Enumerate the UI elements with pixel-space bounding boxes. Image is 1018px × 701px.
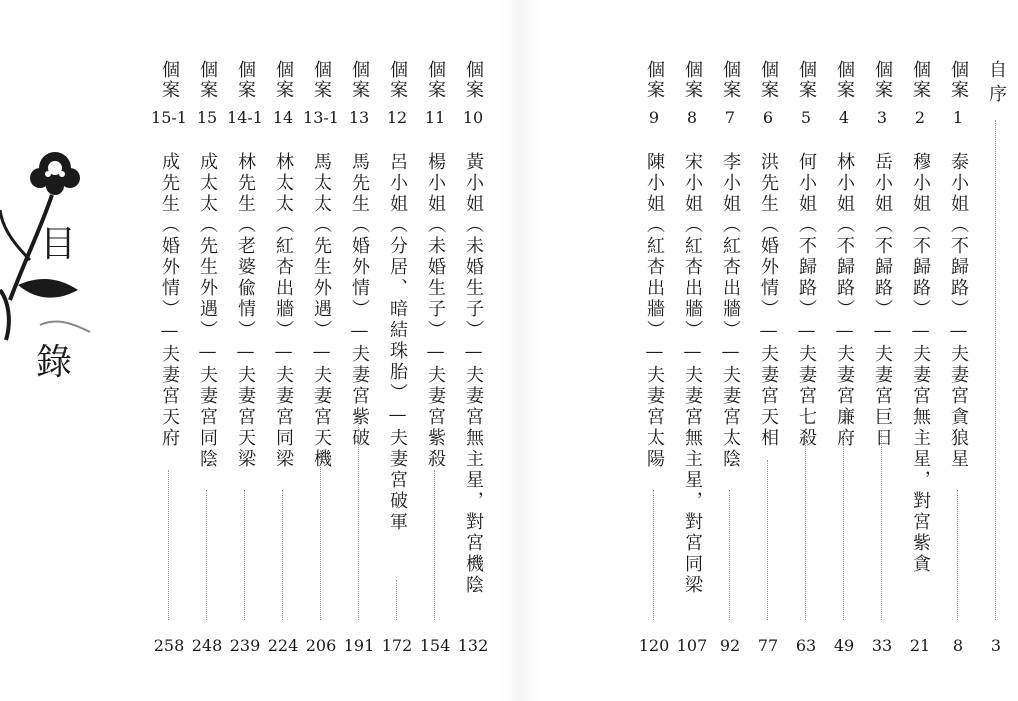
dot-leader [320, 450, 321, 620]
page-number: 248 [191, 636, 223, 655]
toc-entry-14[interactable]: 個案 14 林太太（紅杏出牆）—夫妻宮同梁 224 [265, 60, 301, 660]
entry-title: 林太太（紅杏出牆）—夫妻宮同梁 [273, 152, 294, 470]
page-number: 172 [381, 636, 413, 655]
page-number: 49 [833, 636, 855, 655]
dot-leader [396, 580, 397, 620]
entry-title: 洪先生（婚外情）—夫妻宮天相 [758, 152, 779, 449]
toc-entry-6[interactable]: 個案 6 洪先生（婚外情）—夫妻宮天相 77 [750, 60, 786, 660]
entry-title: 李小姐（紅杏出牆）—夫妻宮太陰 [720, 152, 741, 470]
page-number: 21 [909, 636, 931, 655]
page-number: 224 [267, 636, 299, 655]
page-number: 206 [305, 636, 337, 655]
toc-entry-2[interactable]: 個案 2 穆小姐（不歸路）—夫妻宮無主星，對宮紫貪 21 [902, 60, 938, 660]
dot-leader [282, 490, 283, 620]
toc-entry-3[interactable]: 個案 3 岳小姐（不歸路）—夫妻宮巨日 33 [864, 60, 900, 660]
page-number: 258 [153, 636, 185, 655]
entry-title: 黃小姐（未婚生子）—夫妻宮無主星，對宮機陰 [463, 152, 484, 596]
page-number: 3 [990, 636, 1002, 655]
page-number: 63 [795, 636, 817, 655]
toc-entry-9[interactable]: 個案 9 陳小姐（紅杏出牆）—夫妻宮太陽 120 [636, 60, 672, 660]
toc-entry-8[interactable]: 個案 8 宋小姐（紅杏出牆）—夫妻宮無主星，對宮同梁 107 [674, 60, 710, 660]
dot-leader [653, 490, 654, 620]
page-number: 33 [871, 636, 893, 655]
toc-entry-15[interactable]: 個案 15 成太太（先生外遇）—夫妻宮同陰 248 [189, 60, 225, 660]
toc-entry-12[interactable]: 個案 12 呂小姐（分居、暗結珠胎）—夫妻宮破軍 172 [379, 60, 415, 660]
page-number: 154 [419, 636, 451, 655]
dot-leader [805, 430, 806, 620]
dot-leader [881, 430, 882, 620]
entry-title: 成太太（先生外遇）—夫妻宮同陰 [197, 152, 218, 470]
toc-entry-5[interactable]: 個案 5 何小姐（不歸路）—夫妻宮七殺 63 [788, 60, 824, 660]
entry-title: 馬太太（先生外遇）—夫妻宮天機 [311, 152, 332, 470]
entry-title: 宋小姐（紅杏出牆）—夫妻宮無主星，對宮同梁 [682, 152, 703, 596]
page-number: 107 [676, 636, 708, 655]
page-number: 8 [952, 636, 964, 655]
toc-entry-10[interactable]: 個案 10 黃小姐（未婚生子）—夫妻宮無主星，對宮機陰 132 [455, 60, 491, 660]
toc-entry-1[interactable]: 個案 1 泰小姐（不歸路）—夫妻宮貪狼星 8 [940, 60, 976, 660]
entry-title: 楊小姐（未婚生子）—夫妻宮紫殺 [425, 152, 446, 470]
toc-entry-4[interactable]: 個案 4 林小姐（不歸路）—夫妻宮廉府 49 [826, 60, 862, 660]
toc-entry-13-1[interactable]: 個案 13-1 馬太太（先生外遇）—夫妻宮天機 206 [303, 60, 339, 660]
toc-heading-lu: 錄 [36, 342, 73, 383]
entry-title: 林小姐（不歸路）—夫妻宮廉府 [834, 152, 855, 449]
dot-leader [957, 490, 958, 620]
entry-title: 成先生（婚外情）—夫妻宮天府 [159, 152, 180, 449]
toc-entry-preface[interactable] [978, 60, 1014, 660]
toc-heading-mu: 目 [40, 224, 77, 265]
toc-entry-7[interactable]: 個案 7 李小姐（紅杏出牆）—夫妻宮太陰 92 [712, 60, 748, 660]
entry-title: 馬先生（婚外情）—夫妻宮紫破 [349, 152, 370, 449]
page-number: 120 [638, 636, 670, 655]
page-number: 239 [229, 636, 261, 655]
toc-entry-14-1[interactable]: 個案 14-1 林先生（老婆偸情）—夫妻宮天梁 239 [227, 60, 263, 660]
entry-title: 泰小姐（不歸路）—夫妻宮貪狼星 [948, 152, 969, 470]
book-gutter [500, 0, 540, 701]
dot-leader [168, 470, 169, 620]
page-number: 77 [757, 636, 779, 655]
dot-leader [843, 430, 844, 620]
page-number: 92 [719, 636, 741, 655]
dot-leader [434, 470, 435, 620]
toc-entry-13[interactable]: 個案 13 馬先生（婚外情）—夫妻宮紫破 191 [341, 60, 377, 660]
page-number: 191 [343, 636, 375, 655]
toc-entry-11[interactable]: 個案 11 楊小姐（未婚生子）—夫妻宮紫殺 154 [417, 60, 453, 660]
dot-leader [995, 120, 996, 620]
dot-leader [767, 460, 768, 620]
toc-entry-15-1[interactable]: 個案 15-1 成先生（婚外情）—夫妻宮天府 258 [151, 60, 187, 660]
page-number: 132 [457, 636, 489, 655]
entry-title: 穆小姐（不歸路）—夫妻宮無主星，對宮紫貪 [910, 152, 931, 575]
entry-title: 岳小姐（不歸路）—夫妻宮巨日 [872, 152, 893, 449]
entry-title: 呂小姐（分居、暗結珠胎）—夫妻宮破軍 [387, 152, 408, 533]
entry-title: 林先生（老婆偸情）—夫妻宮天梁 [235, 152, 256, 470]
dot-leader [244, 490, 245, 620]
dot-leader [206, 490, 207, 620]
entry-title: 何小姐（不歸路）—夫妻宮七殺 [796, 152, 817, 449]
dot-leader [358, 410, 359, 620]
preface-title: 自序 [986, 60, 1007, 108]
entry-title: 陳小姐（紅杏出牆）—夫妻宮太陽 [644, 152, 665, 470]
dot-leader [729, 490, 730, 620]
